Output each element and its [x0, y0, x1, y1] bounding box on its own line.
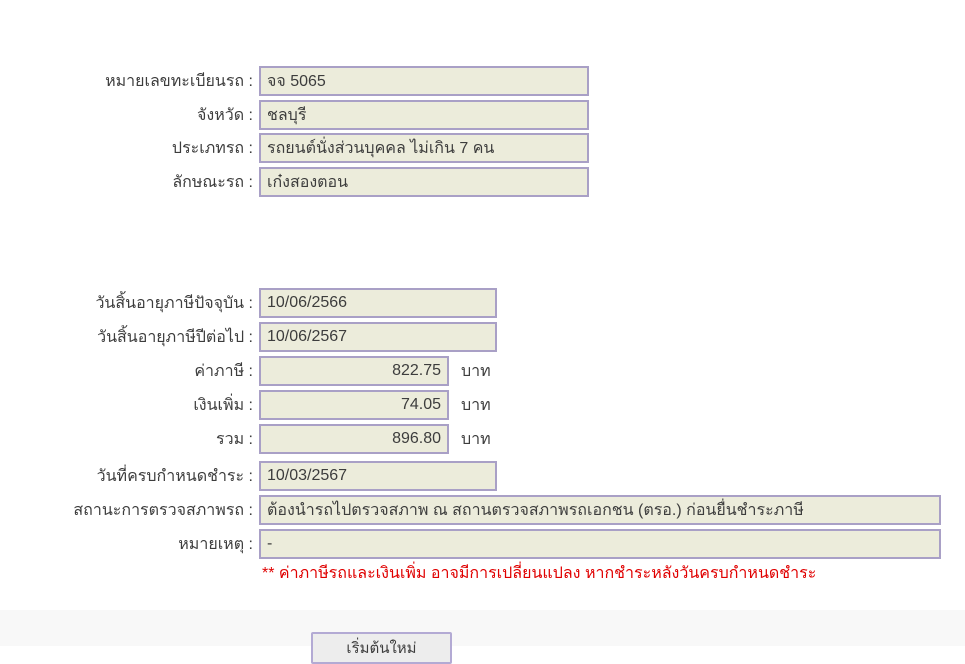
tax-amount-currency-unit: บาท: [461, 362, 491, 380]
province-row: [0, 100, 589, 130]
tax-amount-row: [0, 356, 491, 386]
body-style-label: ลักษณะรถ :: [172, 173, 253, 191]
registration-field[interactable]: [259, 66, 589, 96]
next-tax-expiry-field[interactable]: [259, 322, 497, 352]
tax-change-warning-note: ** ค่าภาษีรถและเงินเพิ่ม อาจมีการเปลี่ยนแปลง หากชำระหลังวันครบกำหนดชำระ: [262, 565, 817, 582]
registration-row: [0, 66, 589, 96]
current-tax-expiry-field[interactable]: [259, 288, 497, 318]
remarks-field[interactable]: [259, 529, 941, 559]
body-style-field[interactable]: [259, 167, 589, 197]
vehicle-type-label: ประเภทรถ :: [171, 139, 253, 157]
inspection-status-label: สถานะการตรวจสภาพรถ :: [73, 501, 253, 519]
surcharge-row: [0, 390, 491, 420]
surcharge-currency-unit: บาท: [461, 396, 491, 414]
tax-amount-label: ค่าภาษี :: [194, 362, 253, 380]
current-tax-expiry-row: [0, 288, 497, 318]
inspection-status-field[interactable]: [259, 495, 941, 525]
vehicle-type-row: [0, 133, 589, 163]
next-tax-expiry-label: วันสิ้นอายุภาษีปีต่อไป :: [97, 328, 253, 346]
next-tax-expiry-row: [0, 322, 497, 352]
remarks-row: [0, 529, 941, 559]
payment-due-date-row: [0, 461, 497, 491]
surcharge-field[interactable]: [259, 390, 449, 420]
body-style-row: [0, 167, 589, 197]
province-field[interactable]: [259, 100, 589, 130]
remarks-label: หมายเหตุ :: [178, 535, 253, 553]
payment-due-date-field[interactable]: [259, 461, 497, 491]
total-label: รวม :: [215, 430, 253, 448]
reset-button[interactable]: เริ่มต้นใหม่: [311, 632, 452, 664]
total-field[interactable]: [259, 424, 449, 454]
total-row: [0, 424, 491, 454]
province-label: จังหวัด :: [197, 106, 253, 124]
total-currency-unit: บาท: [461, 430, 491, 448]
vehicle-type-field[interactable]: [259, 133, 589, 163]
registration-label: หมายเลขทะเบียนรถ :: [105, 72, 253, 90]
tax-amount-field[interactable]: [259, 356, 449, 386]
inspection-status-row: [0, 495, 941, 525]
surcharge-label: เงินเพิ่ม :: [193, 396, 253, 414]
current-tax-expiry-label: วันสิ้นอายุภาษีปัจจุบัน :: [95, 294, 253, 312]
footer-bar: [0, 610, 965, 657]
payment-due-date-label: วันที่ครบกำหนดชำระ :: [96, 467, 253, 485]
